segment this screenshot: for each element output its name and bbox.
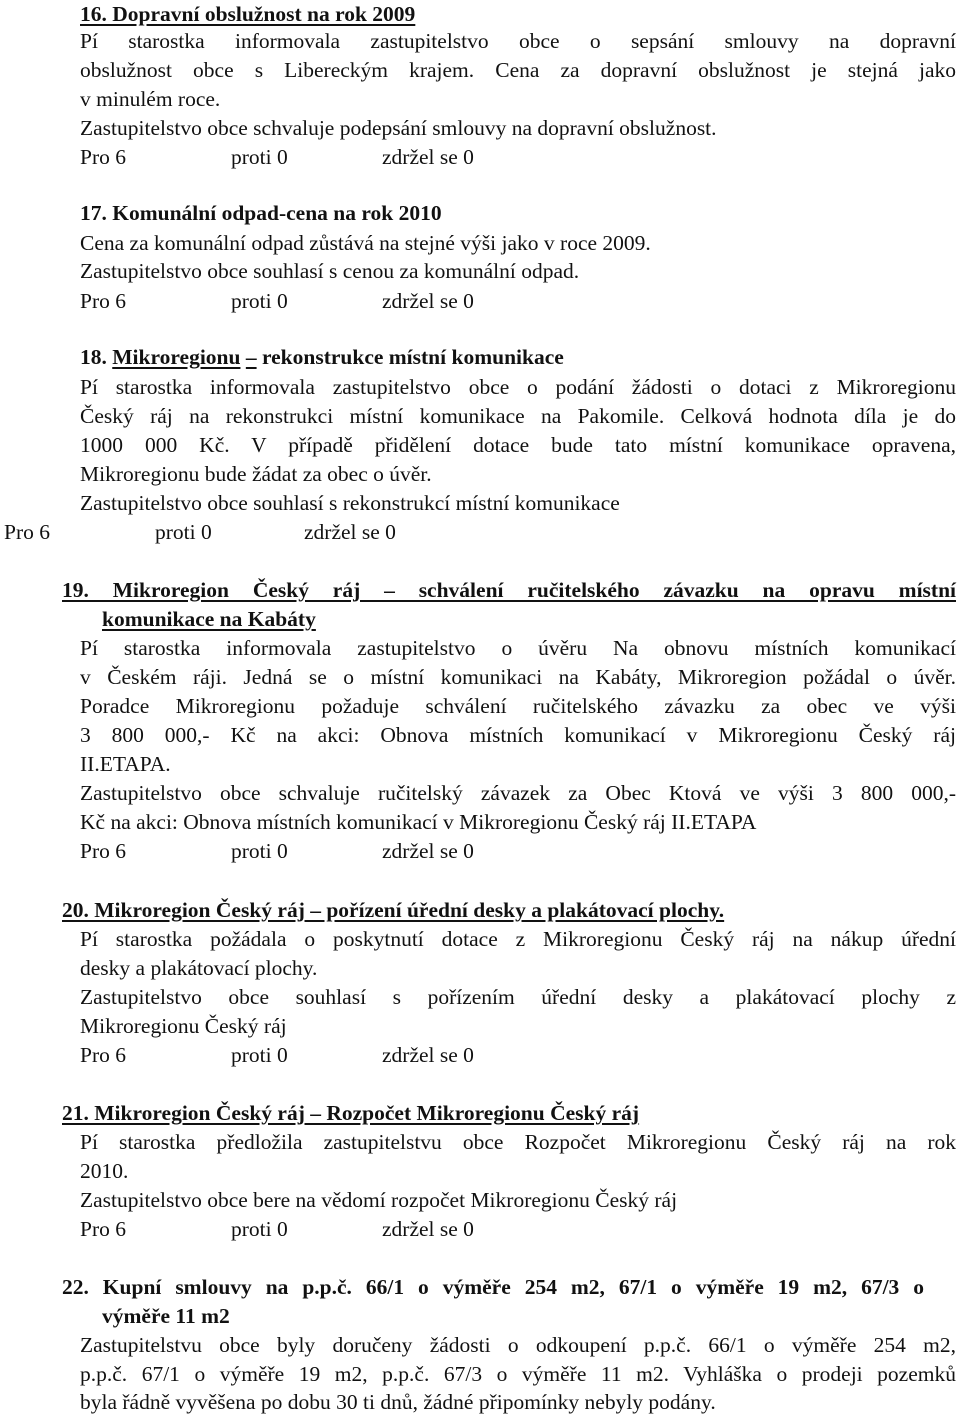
section-20-text-line: Mikroregionu Český ráj [80,1014,287,1038]
section-17-text-line: Zastupitelstvo obce souhlasí s cenou za komunální odpad. [80,259,580,283]
vote-for: Pro 6 [80,839,126,863]
section-18-heading-underlined: Mikroregionu [112,345,241,369]
vote-abstain: zdržel se 0 [382,1217,474,1241]
section-22-heading-cont: výměře 11 m2 [102,1304,230,1328]
section-20-heading: 20. Mikroregion Český ráj – pořízení úřední desky a plakátovací plochy. [62,898,725,922]
section-21-heading: 21. Mikroregion Český ráj – Rozpočet Mikroregionu Český ráj [62,1101,640,1125]
section-22-text-line: p.p.č. 67/1 o výměře 19 m2, p.p.č. 67/3 o výměře 11 m2. Vyhláška o prodeji pozemků [80,1362,956,1386]
section-20-text-line: Zastupitelstvo obce souhlasí s pořízením úřední desky a plakátovací plochy z [80,985,956,1009]
section-18-heading-rest: rekonstrukce místní komunikace [256,345,564,369]
section-19-text-line: v Českém ráji. Jedná se o místní komunikaci na Kabáty, Mikroregion požádal o úvěr. [80,665,956,689]
section-18-heading [80,343,564,371]
section-19-heading: 19. Mikroregion Český ráj – schválení ručitelského závazku na opravu místní [62,578,956,602]
vote-abstain: zdržel se 0 [304,520,396,544]
section-17-heading: 17. Komunální odpad-cena na rok 2010 [80,201,442,225]
section-20-text-line: desky a plakátovací plochy. [80,956,318,980]
section-19-heading-cont: komunikace na Kabáty [102,607,316,631]
section-18-text-line: Český ráj na rekonstrukci místní komunikace na Pakomile. Celková hodnota díla je do [80,404,956,428]
vote-for: Pro 6 [80,289,126,313]
vote-against: proti 0 [231,1043,288,1067]
section-18-heading-dash: – [245,345,257,369]
vote-against: proti 0 [231,1217,288,1241]
section-16-text-line: Pí starostka informovala zastupitelstvo obce o sepsání smlouvy na dopravní [80,29,956,53]
vote-abstain: zdržel se 0 [382,145,474,169]
vote-against: proti 0 [231,289,288,313]
section-16-text-line: obslužnost obce s Libereckým krajem. Cena za dopravní obslužnost je stejná jako [80,58,956,82]
vote-for: Pro 6 [80,145,126,169]
section-16-text-line: Zastupitelstvo obce schvaluje podepsání smlouvy na dopravní obslužnost. [80,116,717,140]
section-16-heading: 16. Dopravní obslužnost na rok 2009 [80,2,416,26]
section-18-text-line: Pí starostka informovala zastupitelstvo obce o podání žádosti o dotaci z Mikroregionu [80,375,956,399]
section-22-text-line: Zastupitelstvu obce byly doručeny žádosti o odkoupení p.p.č. 66/1 o výměře 254 m2, [80,1333,956,1357]
section-19-text-line: Pí starostka informovala zastupitelstvo o úvěru Na obnovu místních komunikací [80,636,956,660]
vote-abstain: zdržel se 0 [382,289,474,313]
section-21-text-line: Zastupitelstvo obce bere na vědomí rozpočet Mikroregionu Český ráj [80,1188,678,1212]
section-18-text-line: Mikroregionu bude žádat za obec o úvěr. [80,462,432,486]
vote-abstain: zdržel se 0 [382,1043,474,1067]
section-19-text-line: II.ETAPA. [80,752,171,776]
section-19-text-line: Poradce Mikroregionu požaduje schválení ručitelského závazku za obec ve výši [80,694,956,718]
section-22-heading: 22. Kupní smlouvy na p.p.č. 66/1 o výměře 254 m2, 67/1 o výměře 19 m2, 67/3 o [62,1275,924,1299]
vote-abstain: zdržel se 0 [382,839,474,863]
section-18-text-line: Zastupitelstvo obce souhlasí s rekonstrukcí místní komunikace [80,491,620,515]
section-16-text-line: v minulém roce. [80,87,221,111]
section-21-text-line: Pí starostka předložila zastupitelstvu obce Rozpočet Mikroregionu Český ráj na rok [80,1130,956,1154]
vote-against: proti 0 [231,839,288,863]
section-18-text-line: 1000 000 Kč. V případě přidělení dotace bude tato místní komunikace opravena, [80,433,956,457]
vote-for: Pro 6 [4,520,50,544]
vote-for: Pro 6 [80,1217,126,1241]
section-21-text-line: 2010. [80,1159,129,1183]
section-19-text-line: 3 800 000,- Kč na akci: Obnova místních komunikací v Mikroregionu Český ráj [80,723,956,747]
vote-against: proti 0 [231,145,288,169]
section-18-heading-number: 18. [80,345,113,369]
section-20-text-line: Pí starostka požádala o poskytnutí dotace z Mikroregionu Český ráj na nákup úřední [80,927,956,951]
section-19-text-line: Zastupitelstvo obce schvaluje ručitelský závazek za Obec Ktová ve výši 3 800 000,- [80,781,956,805]
vote-against: proti 0 [155,520,212,544]
section-17-text-line: Cena za komunální odpad zůstává na stejné výši jako v roce 2009. [80,231,651,255]
vote-for: Pro 6 [80,1043,126,1067]
section-22-text-line: byla řádně vyvěšena po dobu 30 ti dnů, žádné připomínky nebyly podány. [80,1390,716,1414]
section-19-text-line: Kč na akci: Obnova místních komunikací v Mikroregionu Český ráj II.ETAPA [80,810,757,834]
